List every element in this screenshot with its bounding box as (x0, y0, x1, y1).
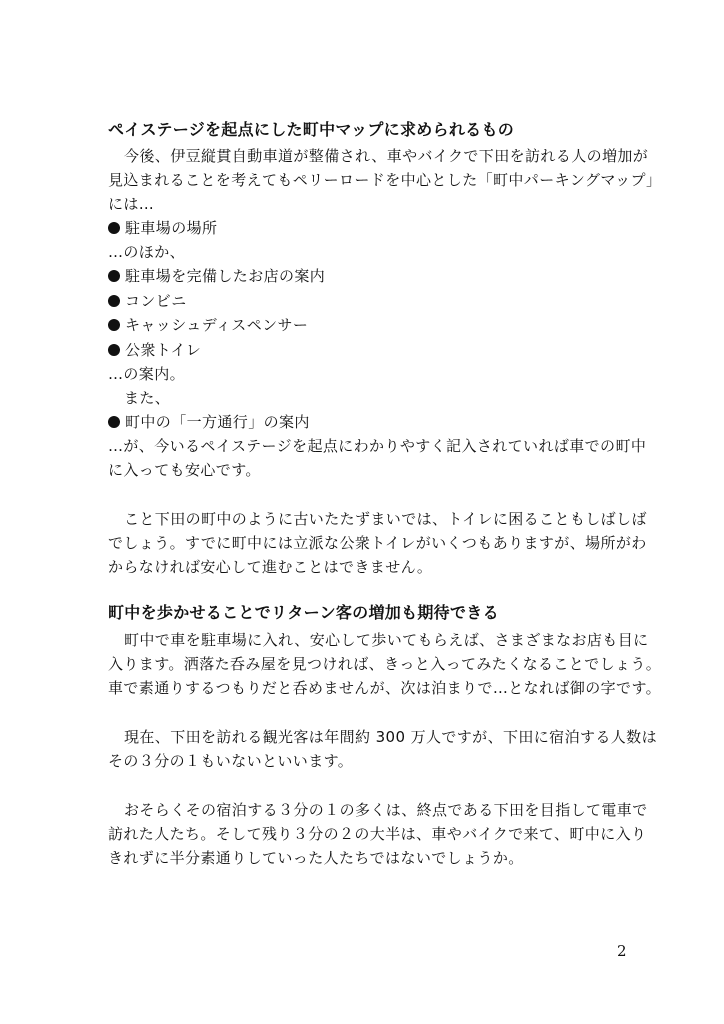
bullet-dot-icon (108, 344, 120, 356)
paragraph-line: に入っても安心です。 (108, 461, 261, 479)
bullet-dot-icon (108, 416, 120, 428)
paragraph-line: 訪れた人たち。そして残り３分の２の大半は、車やバイクで来て、町中に入り (108, 825, 647, 843)
bullet-text: 公衆トイレ (125, 341, 202, 359)
paragraph-line: …のほか、 (108, 243, 186, 261)
paragraph-line: その３分の１もいないといいます。 (108, 752, 354, 770)
bullet-dot-icon (108, 222, 120, 234)
paragraph-line: からなければ安心して進むことはできません。 (108, 558, 433, 576)
paragraph-line: …の案内。 (108, 365, 186, 383)
paragraph-line: 現在、下田を訪れる観光客は年間約 300 万人ですが、下田に宿泊する人数は (124, 728, 657, 746)
bullet-text: 駐車場を完備したお店の案内 (125, 267, 326, 285)
section-heading: ペイステージを起点にした町中マップに求められるもの (108, 120, 515, 139)
bullet-text: 町中の「一方通行」の案内 (125, 413, 310, 431)
paragraph-line: 車で素通りするつもりだと呑めませんが、次は泊まりで…となれば御の字です。 (108, 679, 662, 697)
bullet-text: キャッシュディスペンサー (125, 316, 309, 334)
paragraph-line: 町中で車を駐車場に入れ、安心して歩いてもらえば、さまざまなお店も目に (124, 631, 649, 649)
bullet-item (108, 291, 187, 311)
bullet-item (108, 315, 308, 335)
paragraph-line: こと下田の町中のように古いたたずまいでは、トイレに困ることもしばしば (124, 510, 647, 528)
bullet-item (108, 218, 217, 238)
page-number: 2 (617, 942, 627, 960)
paragraph-line: 今後、伊豆縦貫自動車道が整備され、車やバイクで下田を訪れる人の増加が (124, 147, 649, 165)
paragraph-line: でしょう。すでに町中には立派な公衆トイレがいくつもありますが、場所がわ (108, 534, 647, 552)
paragraph-line: きれずに半分素通りしていった人たちではないでしょうか。 (108, 849, 524, 867)
paragraph-line: には… (108, 195, 155, 213)
paragraph-line: 入ります。洒落た呑み屋を見つければ、きっと入ってみたくなることでしょう。 (108, 655, 662, 673)
paragraph-line: 見込まれることを考えてもペリーロードを中心とした「町中パーキングマップ」 (108, 171, 662, 189)
bullet-item (108, 340, 201, 360)
paragraph-line: おそらくその宿泊する３分の１の多くは、終点である下田を目指して電車で (124, 801, 648, 819)
bullet-item (108, 266, 325, 286)
bullet-dot-icon (108, 270, 120, 282)
bullet-dot-icon (108, 295, 120, 307)
bullet-text: 駐車場の場所 (125, 219, 218, 237)
paragraph-line: …が、今いるペイステージを起点にわかりやすく記入されていれば車での町中 (108, 437, 647, 455)
bullet-item (108, 412, 310, 432)
section-heading: 町中を歩かせることでリターン客の増加も期待できる (108, 603, 499, 622)
bullet-dot-icon (108, 319, 120, 331)
bullet-text: コンビニ (125, 292, 187, 310)
paragraph-line: また、 (124, 389, 171, 407)
